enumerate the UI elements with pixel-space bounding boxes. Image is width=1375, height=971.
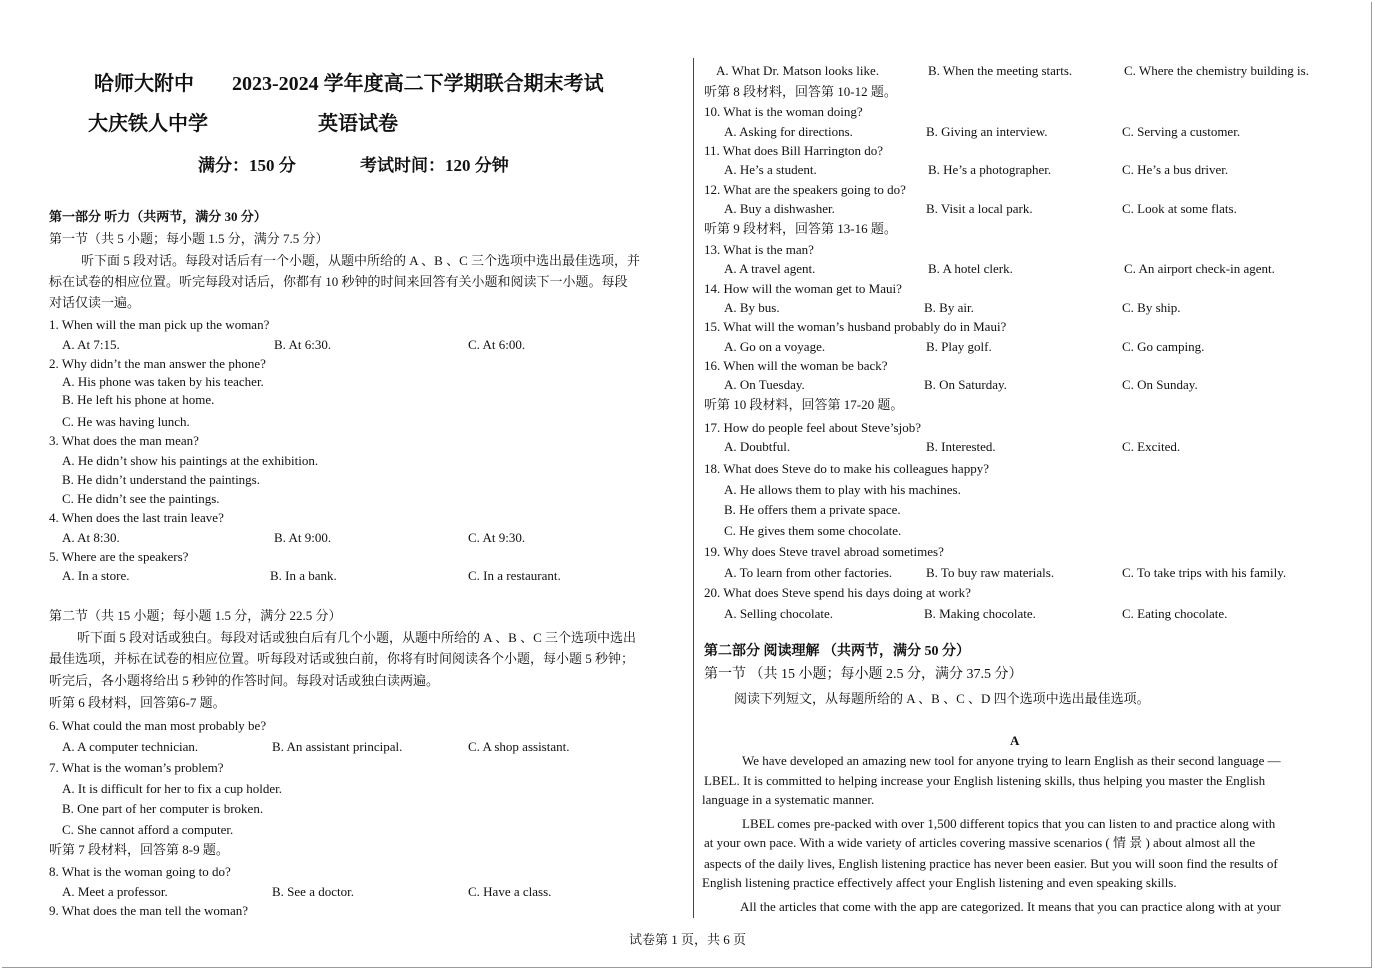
- option-c: C. Have a class.: [468, 884, 552, 899]
- option-b: B. Making chocolate.: [924, 606, 1036, 621]
- question-stem: 10. What is the woman doing?: [704, 104, 863, 119]
- option-a: A. By bus.: [724, 300, 780, 315]
- option-c: C. An airport check-in agent.: [1124, 261, 1275, 276]
- question-stem: 3. What does the man mean?: [49, 433, 199, 448]
- material-label: 听第 6 段材料，回答第6-7 题。: [49, 695, 226, 710]
- question-stem: 1. When will the man pick up the woman?: [49, 317, 270, 332]
- option-a: A. It is difficult for her to fix a cup holder.: [62, 781, 282, 796]
- part2-section1-title: 第一节 （共 15 小题；每小题 2.5 分，满分 37.5 分）: [704, 667, 1023, 682]
- option-c: C. A shop assistant.: [468, 739, 570, 754]
- option-b: B. He didn’t understand the paintings.: [62, 472, 260, 487]
- option-c: C. To take trips with his family.: [1122, 565, 1287, 580]
- option-b: B. At 9:00.: [274, 530, 332, 545]
- section2-instruction: 听完后，各小题将给出 5 秒钟的作答时间。每段对话或独白读两遍。: [49, 673, 440, 688]
- passage-line: language in a systematic manner.: [702, 792, 875, 807]
- option-b: B. On Saturday.: [924, 377, 1007, 392]
- option-c: C. He gives them some chocolate.: [724, 523, 902, 538]
- option-b: B. Play golf.: [926, 339, 992, 354]
- material-label: 听第 10 段材料，回答第 17-20 题。: [704, 397, 904, 412]
- column-divider: [693, 58, 694, 918]
- option-c: C. He was having lunch.: [62, 414, 190, 429]
- passage-line: LBEL comes pre-packed with over 1,500 different topics that you can listen to and practice along with: [742, 816, 1276, 831]
- option-b: B. When the meeting starts.: [928, 63, 1073, 78]
- option-c: C. Excited.: [1122, 439, 1181, 454]
- option-c: C. She cannot afford a computer.: [62, 822, 234, 837]
- passage-line: We have developed an amazing new tool for anyone trying to learn English as their second language —: [742, 753, 1281, 768]
- passage-label: A: [1010, 733, 1020, 748]
- option-a: A. At 7:15.: [62, 337, 120, 352]
- question-stem: 11. What does Bill Harrington do?: [704, 143, 884, 158]
- option-a: A. His phone was taken by his teacher.: [62, 374, 264, 389]
- option-b: B. He offers them a private space.: [724, 502, 901, 517]
- material-label: 听第 7 段材料，回答第 8-9 题。: [49, 842, 229, 857]
- option-c: C. At 9:30.: [468, 530, 526, 545]
- option-b: B. At 6:30.: [274, 337, 332, 352]
- section1-instruction: 标在试卷的相应位置。听完每段对话后，你都有 10 秒钟的时间来回答有关小题和阅读下一小题。每段: [49, 274, 628, 289]
- part1-title: 第一部分 听力（共两节，满分 30 分）: [49, 209, 267, 224]
- option-b: B. An assistant principal.: [272, 739, 403, 754]
- passage-line: All the articles that come with the app are categorized. It means that you can practice along with at your: [740, 899, 1281, 914]
- question-stem: 13. What is the man?: [704, 242, 814, 257]
- full-score: 满分：150 分: [198, 156, 296, 175]
- option-a: A. He allows them to play with his machines.: [724, 482, 961, 497]
- option-b: B. Giving an interview.: [926, 124, 1048, 139]
- option-a: A. On Tuesday.: [724, 377, 805, 392]
- question-stem: 9. What does the man tell the woman?: [49, 903, 249, 918]
- option-c: C. Where the chemistry building is.: [1124, 63, 1309, 78]
- option-c: C. He’s a bus driver.: [1122, 162, 1229, 177]
- option-a: A. Go on a voyage.: [724, 339, 826, 354]
- option-c: C. Go camping.: [1122, 339, 1205, 354]
- option-b: B. A hotel clerk.: [928, 261, 1013, 276]
- passage-line: English listening practice effectively affect your English listening and even speaking skills.: [702, 875, 1177, 890]
- option-c: C. On Sunday.: [1122, 377, 1198, 392]
- option-b: B. He left his phone at home.: [62, 392, 215, 407]
- question-stem: 6. What could the man most probably be?: [49, 718, 267, 733]
- option-c: C. In a restaurant.: [468, 568, 561, 583]
- question-stem: 8. What is the woman going to do?: [49, 864, 231, 879]
- question-stem: 4. When does the last train leave?: [49, 510, 224, 525]
- option-b: B. In a bank.: [270, 568, 337, 583]
- option-a: A. What Dr. Matson looks like.: [716, 63, 879, 78]
- option-b: B. He’s a photographer.: [928, 162, 1052, 177]
- option-a: A. To learn from other factories.: [724, 565, 893, 580]
- question-stem: 20. What does Steve spend his days doing at work?: [704, 585, 971, 600]
- section1-instruction: 对话仅读一遍。: [49, 295, 141, 310]
- section2-title: 第二节（共 15 小题；每小题 1.5 分，满分 22.5 分）: [49, 608, 342, 623]
- option-c: C. Eating chocolate.: [1122, 606, 1228, 621]
- exam-title: 2023-2024 学年度高二下学期联合期末考试: [232, 73, 604, 95]
- question-stem: 12. What are the speakers going to do?: [704, 182, 906, 197]
- question-stem: 18. What does Steve do to make his colleagues happy?: [704, 461, 989, 476]
- option-c: C. Look at some flats.: [1122, 201, 1237, 216]
- option-a: A. Doubtful.: [724, 439, 791, 454]
- section2-instruction: 最佳选项，并标在试卷的相应位置。听每段对话或独白前，你将有时间阅读各个小题，每小题 5 秒钟；: [49, 651, 635, 666]
- question-stem: 19. Why does Steve travel abroad sometimes?: [704, 544, 944, 559]
- option-c: C. By ship.: [1122, 300, 1181, 315]
- option-a: A. He’s a student.: [724, 162, 817, 177]
- option-c: C. Serving a customer.: [1122, 124, 1241, 139]
- question-stem: 7. What is the woman’s problem?: [49, 760, 224, 775]
- option-a: A. At 8:30.: [62, 530, 120, 545]
- option-c: C. He didn’t see the paintings.: [62, 491, 220, 506]
- section1-instruction: 听下面 5 段对话。每段对话后有一个小题，从题中所给的 A 、B 、C 三个选项中选出最佳选项，并: [81, 253, 641, 268]
- question-stem: 14. How will the woman get to Maui?: [704, 281, 902, 296]
- question-stem: 16. When will the woman be back?: [704, 358, 888, 373]
- option-a: A. A travel agent.: [724, 261, 816, 276]
- option-a: A. Buy a dishwasher.: [724, 201, 835, 216]
- page-footer: 试卷第 1 页，共 6 页: [628, 932, 746, 947]
- passage-line: aspects of the daily lives, English listening practice has never been easier. But you will soon find the results of: [704, 856, 1278, 871]
- option-a: A. Meet a professor.: [62, 884, 168, 899]
- question-stem: 2. Why didn’t the man answer the phone?: [49, 356, 266, 371]
- section1-title: 第一节（共 5 小题；每小题 1.5 分，满分 7.5 分）: [49, 231, 329, 246]
- question-stem: 15. What will the woman’s husband probably do in Maui?: [704, 319, 1007, 334]
- option-b: B. One part of her computer is broken.: [62, 801, 264, 816]
- subject-title: 英语试卷: [318, 113, 398, 135]
- option-a: A. Asking for directions.: [724, 124, 853, 139]
- question-stem: 17. How do people feel about Steve’sjob?: [704, 420, 921, 435]
- part2-instruction: 阅读下列短文，从每题所给的 A 、B 、C 、D 四个选项中选出最佳选项。: [734, 691, 1150, 706]
- option-b: B. Visit a local park.: [926, 201, 1033, 216]
- option-a: A. A computer technician.: [62, 739, 199, 754]
- section2-instruction: 听下面 5 段对话或独白。每段对话或独白后有几个小题，从题中所给的 A 、B 、C 三个选项中选出: [77, 630, 637, 645]
- material-label: 听第 9 段材料，回答第 13-16 题。: [704, 221, 897, 236]
- material-label: 听第 8 段材料，回答第 10-12 题。: [704, 84, 897, 99]
- school-name-1: 哈师大附中: [94, 73, 194, 95]
- option-b: B. Interested.: [926, 439, 996, 454]
- passage-line: LBEL. It is committed to helping increase your English listening skills, thus helping you master the English: [704, 773, 1266, 788]
- option-b: B. See a doctor.: [272, 884, 354, 899]
- option-b: B. By air.: [924, 300, 974, 315]
- option-a: A. Selling chocolate.: [724, 606, 834, 621]
- passage-line: at your own pace. With a wide variety of articles covering massive scenarios ( 情 景 ) about almost all the: [704, 835, 1256, 850]
- option-c: C. At 6:00.: [468, 337, 526, 352]
- exam-time: 考试时间：120 分钟: [360, 156, 509, 175]
- option-b: B. To buy raw materials.: [926, 565, 1055, 580]
- school-name-2: 大庆铁人中学: [88, 113, 208, 135]
- option-a: A. He didn’t show his paintings at the exhibition.: [62, 453, 319, 468]
- question-stem: 5. Where are the speakers?: [49, 549, 189, 564]
- part2-title: 第二部分 阅读理解 （共两节，满分 50 分）: [704, 644, 970, 659]
- option-a: A. In a store.: [62, 568, 130, 583]
